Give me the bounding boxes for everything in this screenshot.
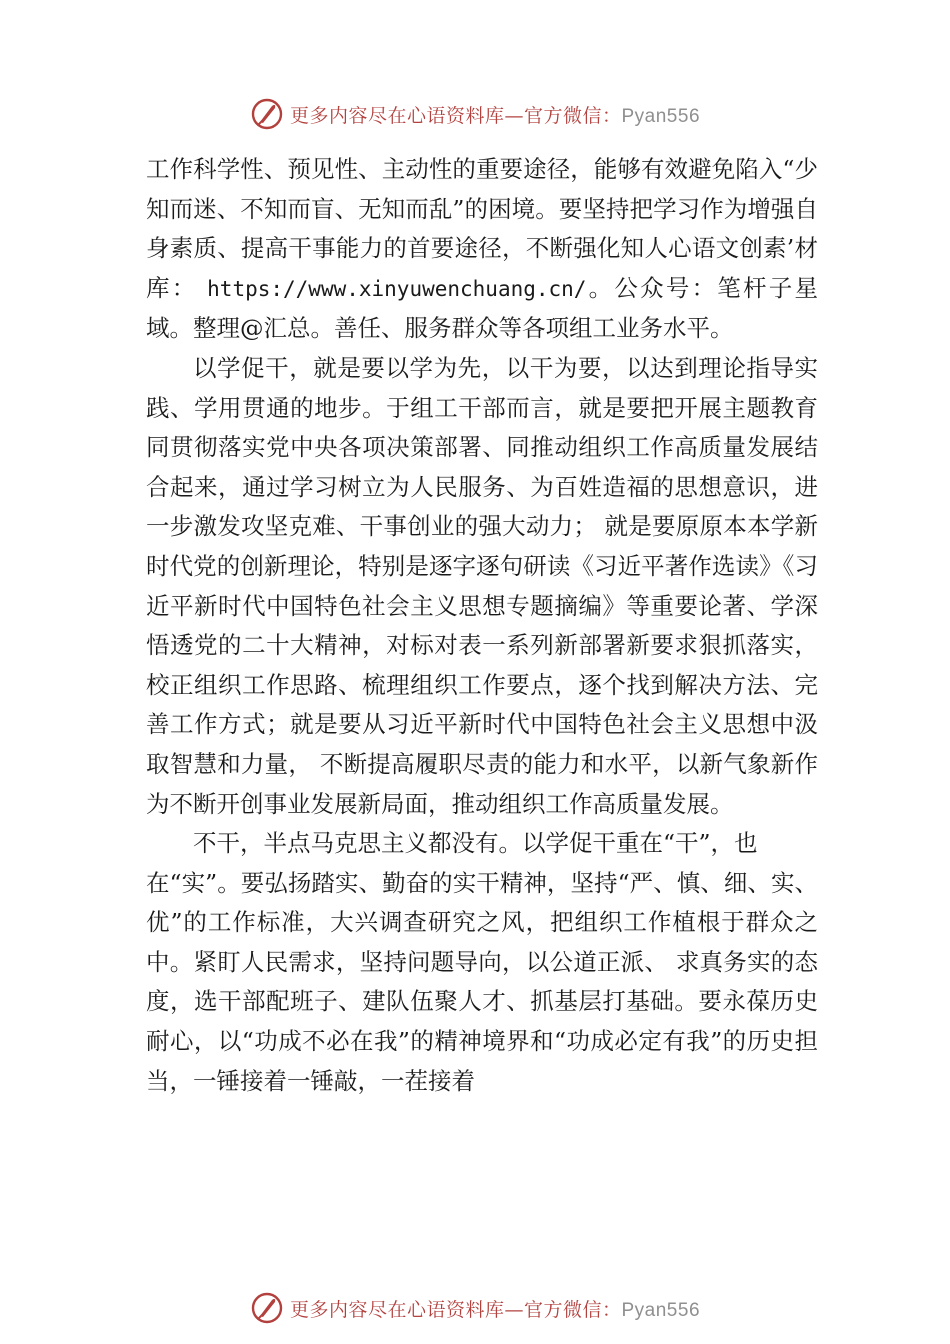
banner-text <box>290 101 700 128</box>
banner-main-text: 更多内容尽在心语资料库 <box>289 104 505 127</box>
paragraph-3-line-1: 不干，半点马克思主义都没有。以学促干重在“干”，也 <box>193 829 758 858</box>
paragraph-1-url: https://www.xinyuwenchuang.cn/ <box>207 276 587 301</box>
header-banner <box>0 96 950 132</box>
footer-banner <box>0 1290 950 1326</box>
quill-pen-logo-icon <box>250 97 284 131</box>
banner-wechat-id: Pyan556 <box>621 105 701 127</box>
paragraph-2: 以学促干，就是要以学为先，以干为要，以达到理论指导实践、学用贯通的地步。于组工干部而言，就是要把开展主题教育同贯彻落实党中央各项决策部署、同推动组织工作高质量发展结合起来，通过学习树立为人民服务、为百姓造福的思想意识，进一步激发攻坚克难、干事创业的强大动力； 就是要原原本本学新时代党的创新理论，特别是逐字逐句研读《习近平著作选读》《习近平新时代中国特色社会主义思想专题摘编》等重要论著、学深悟透党的二十大精神，对标对表一系列新部署新要求狠抓落实，校正组织工作思路、梳理组织工作要点，逐个找到解决方法、完善工作方式；就是要从习近平新时代中国特色社会主义思想中汲取智慧和力量， 不断提高履职尽责的能力和水平，以新气象新作为不断开创事业发展新局面，推动组织工作高质量发展。 <box>146 353 818 818</box>
banner-dash: — <box>504 1298 524 1321</box>
paragraph-1-tail: 。公众号：笔杆子星域。整理@汇总。善任、服务群众等各项组工业务水平。 <box>146 273 818 343</box>
banner-wechat-id: Pyan556 <box>621 1299 701 1321</box>
document-body <box>146 150 818 1101</box>
paragraph-3: 在“实”。要弘扬踏实、勤奋的实干精神，坚持“严、慎、细、实、优”的工作标准，大兴调查研究之风，把组织工作植根于群众之中。紧盯人民需求，坚持问题导向，以公道正派、 求真务实的态度，选干部配班子、建队伍聚人才、抓基层打基础。要永葆历史耐心，以“功成不必在我”的精神境界和“功成必定有我”的历史担当，一锤接着一锤敲，一茬接着 <box>146 868 818 1095</box>
banner-dash: — <box>504 104 524 127</box>
quill-pen-logo-icon <box>250 1291 284 1325</box>
banner-main-text: 更多内容尽在心语资料库 <box>289 1298 505 1321</box>
banner-text <box>290 1295 700 1322</box>
paragraph-1-lead: 工作科学性、预见性、主动性的重要途径，能够有效避免陷入“少知而迷、不知而盲、无知而乱”的困境。要坚持把学习作为增强自身素质、提高干事能力的首要途径，不断强化知人心语文创素’材库： <box>146 155 818 302</box>
banner-wechat-label: 官方微信： <box>523 104 622 127</box>
banner-wechat-label: 官方微信： <box>523 1298 622 1321</box>
paragraph-1 <box>146 150 818 349</box>
